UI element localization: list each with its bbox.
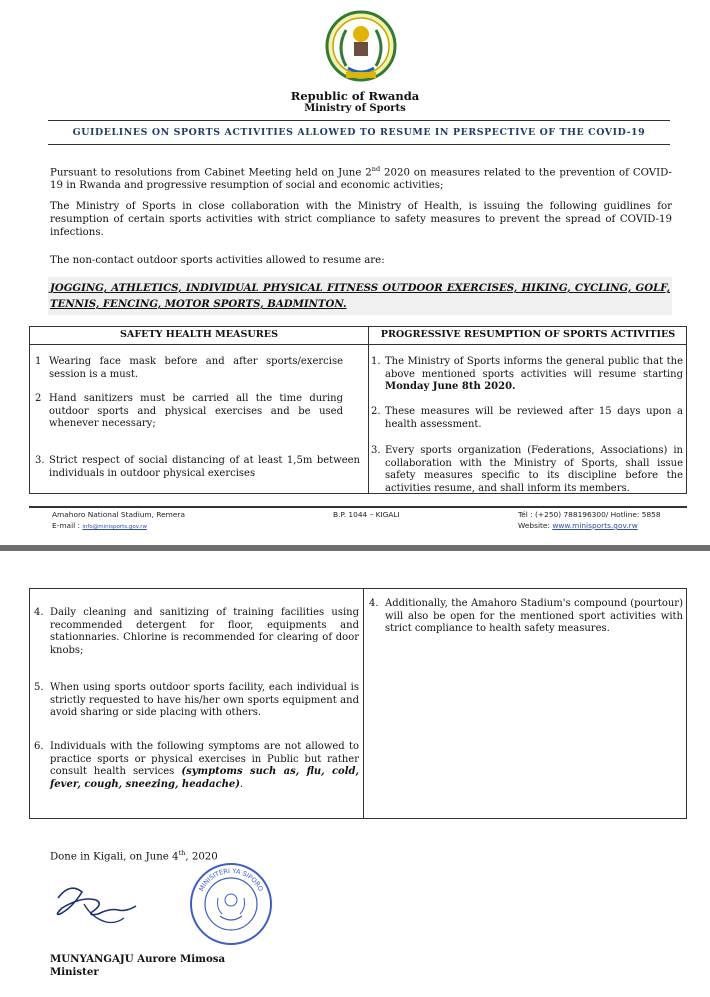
list-item-text-plain: The Ministry of Sports informs the general public that the above mentioned sports activities will resume starting bbox=[385, 356, 683, 380]
list-item-number: 5. bbox=[34, 682, 44, 693]
paragraph-allowed: The non-contact outdoor sports activities allowed to resume are: bbox=[50, 255, 385, 266]
footer-email bbox=[52, 521, 147, 530]
minister-name: MUNYANGAJU Aurore Mimosa bbox=[50, 953, 226, 965]
list-item-text: Wearing face mask before and after sports/exercise session is a must. bbox=[49, 356, 343, 380]
signatory bbox=[50, 953, 225, 979]
list-item-number: 1. bbox=[371, 356, 381, 367]
list-item-number: 3. bbox=[35, 455, 45, 466]
done-in-kigali-a: Done in Kigali, on June 4 bbox=[50, 851, 179, 863]
allowed-sports-list bbox=[48, 277, 672, 315]
title-rule-bottom bbox=[48, 144, 670, 145]
paragraph-resolutions-sup: nd bbox=[371, 165, 381, 173]
footer-rule bbox=[29, 506, 687, 508]
list-item-text bbox=[385, 356, 683, 394]
list-item-text bbox=[50, 741, 359, 791]
progressive-resumption-header: PROGRESSIVE RESUMPTION OF SPORTS ACTIVITIES bbox=[380, 329, 676, 340]
footer-email-label: E-mail : bbox=[52, 521, 81, 530]
list-item-text: Strict respect of social distancing of at least 1,5m between individuals in outdoor physical exercises bbox=[49, 455, 360, 479]
list-item-number: 4. bbox=[369, 598, 379, 609]
paragraph-guidelines: The Ministry of Sports in close collaboration with the Ministry of Health, is issuing the following guidlines for resumption of certain sports activities with strict compliance to safety measures to prevent the spread of COVID-19 infections. bbox=[50, 201, 672, 238]
done-in-kigali-b: , 2020 bbox=[185, 851, 218, 863]
document-title: GUIDELINES ON SPORTS ACTIVITIES ALLOWED TO RESUME IN PERSPECTIVE OF THE COVID-19 bbox=[72, 127, 646, 138]
paragraph-resolutions bbox=[50, 163, 672, 192]
minister-signature-icon bbox=[52, 878, 142, 930]
done-in-kigali-sup: th bbox=[178, 849, 186, 857]
title-rule-top bbox=[48, 120, 670, 121]
list-item-number: 6. bbox=[34, 741, 44, 752]
rwanda-coat-of-arms-icon bbox=[324, 8, 398, 88]
list-item-text: Additionally, the Amahoro Stadium's compound (pourtour) will also be open for the mentioned sport activities with strict compliance to health safety measures. bbox=[385, 598, 683, 634]
list-item-text-bold: Monday June 8th 2020. bbox=[385, 381, 516, 392]
list-item-number: 4. bbox=[34, 607, 44, 618]
list-item-text: When using sports outdoor sports facility, each individual is strictly requested to have his/her own sports equipment and avoid sharing or side placing with others. bbox=[50, 682, 359, 718]
table-column-divider bbox=[363, 589, 364, 818]
paragraph-resolutions-b: 2020 on measures related to the prevention of COVID-19 in Rwanda and progressive resumption of social and economic activities; bbox=[50, 167, 672, 192]
list-item-text: Daily cleaning and sanitizing of training facilities using recommended detergent for floor, equipments and stationnaries. Chlorine is recommended for clearing of door knobs; bbox=[50, 607, 359, 656]
list-item-text-plain: Individuals with the following symptoms are not allowed to practice sports or physical exercises in Public but rather consult health services bbox=[50, 741, 359, 777]
stamp-lettering: MINISITERI YA SIPORO bbox=[197, 867, 265, 893]
footer-website bbox=[518, 521, 638, 530]
document-page-2 bbox=[0, 551, 710, 997]
measures-table-part-1 bbox=[29, 326, 687, 494]
table-column-divider bbox=[368, 327, 369, 493]
list-item-text: Hand sanitizers must be carried all the time during outdoor sports and physical exercises and be used whenever necessary; bbox=[49, 393, 343, 429]
country-name: Republic of Rwanda bbox=[290, 89, 420, 103]
list-item-number: 3. bbox=[371, 445, 381, 456]
list-item-text-tail: . bbox=[239, 778, 244, 790]
ministry-stamp-icon bbox=[188, 860, 274, 948]
footer-po-box: B.P. 1044 – KIGALI bbox=[333, 510, 400, 519]
list-item-number: 2. bbox=[371, 406, 381, 417]
list-item-number: 2 bbox=[35, 393, 42, 404]
table-header-rule bbox=[30, 344, 686, 345]
footer-website-label: Website: bbox=[518, 521, 550, 530]
list-item-number: 1 bbox=[35, 356, 42, 367]
footer-telephone: Tél : (+250) 788196300/ Hotline: 5858 bbox=[518, 510, 661, 519]
footer-address: Amahoro National Stadium, Remera bbox=[52, 510, 185, 519]
symptoms-list: (symptoms such as, flu, cold, fever, cough, sneezing, headache) bbox=[50, 766, 359, 790]
website-link[interactable]: www.minisports.gov.rw bbox=[552, 521, 638, 530]
list-item-text: These measures will be reviewed after 15 days upon a health assessment. bbox=[385, 406, 683, 430]
allowed-sports-text: JOGGING, ATHLETICS, INDIVIDUAL PHYSICAL FITNESS OUTDOOR EXERCISES, HIKING, CYCLING, GOLF, TENNIS, FENCING, MOTOR SPORTS, BADMINTON. bbox=[50, 282, 670, 310]
measures-table-part-2 bbox=[29, 588, 687, 819]
paragraph-resolutions-a: Pursuant to resolutions from Cabinet Meeting held on June 2 bbox=[50, 167, 372, 179]
ministry-name: Ministry of Sports bbox=[304, 103, 406, 114]
list-item-text: Every sports organization (Federations, Associations) in collaboration with the Ministry of Sports, shall issue safety measures specific to its discipline before the activities resume, and shall inform its members. bbox=[385, 445, 683, 494]
minister-title: Minister bbox=[50, 966, 99, 978]
safety-measures-header: SAFETY HEALTH MEASURES bbox=[119, 329, 279, 340]
email-link[interactable]: info@minisports.gov.rw bbox=[82, 524, 148, 530]
